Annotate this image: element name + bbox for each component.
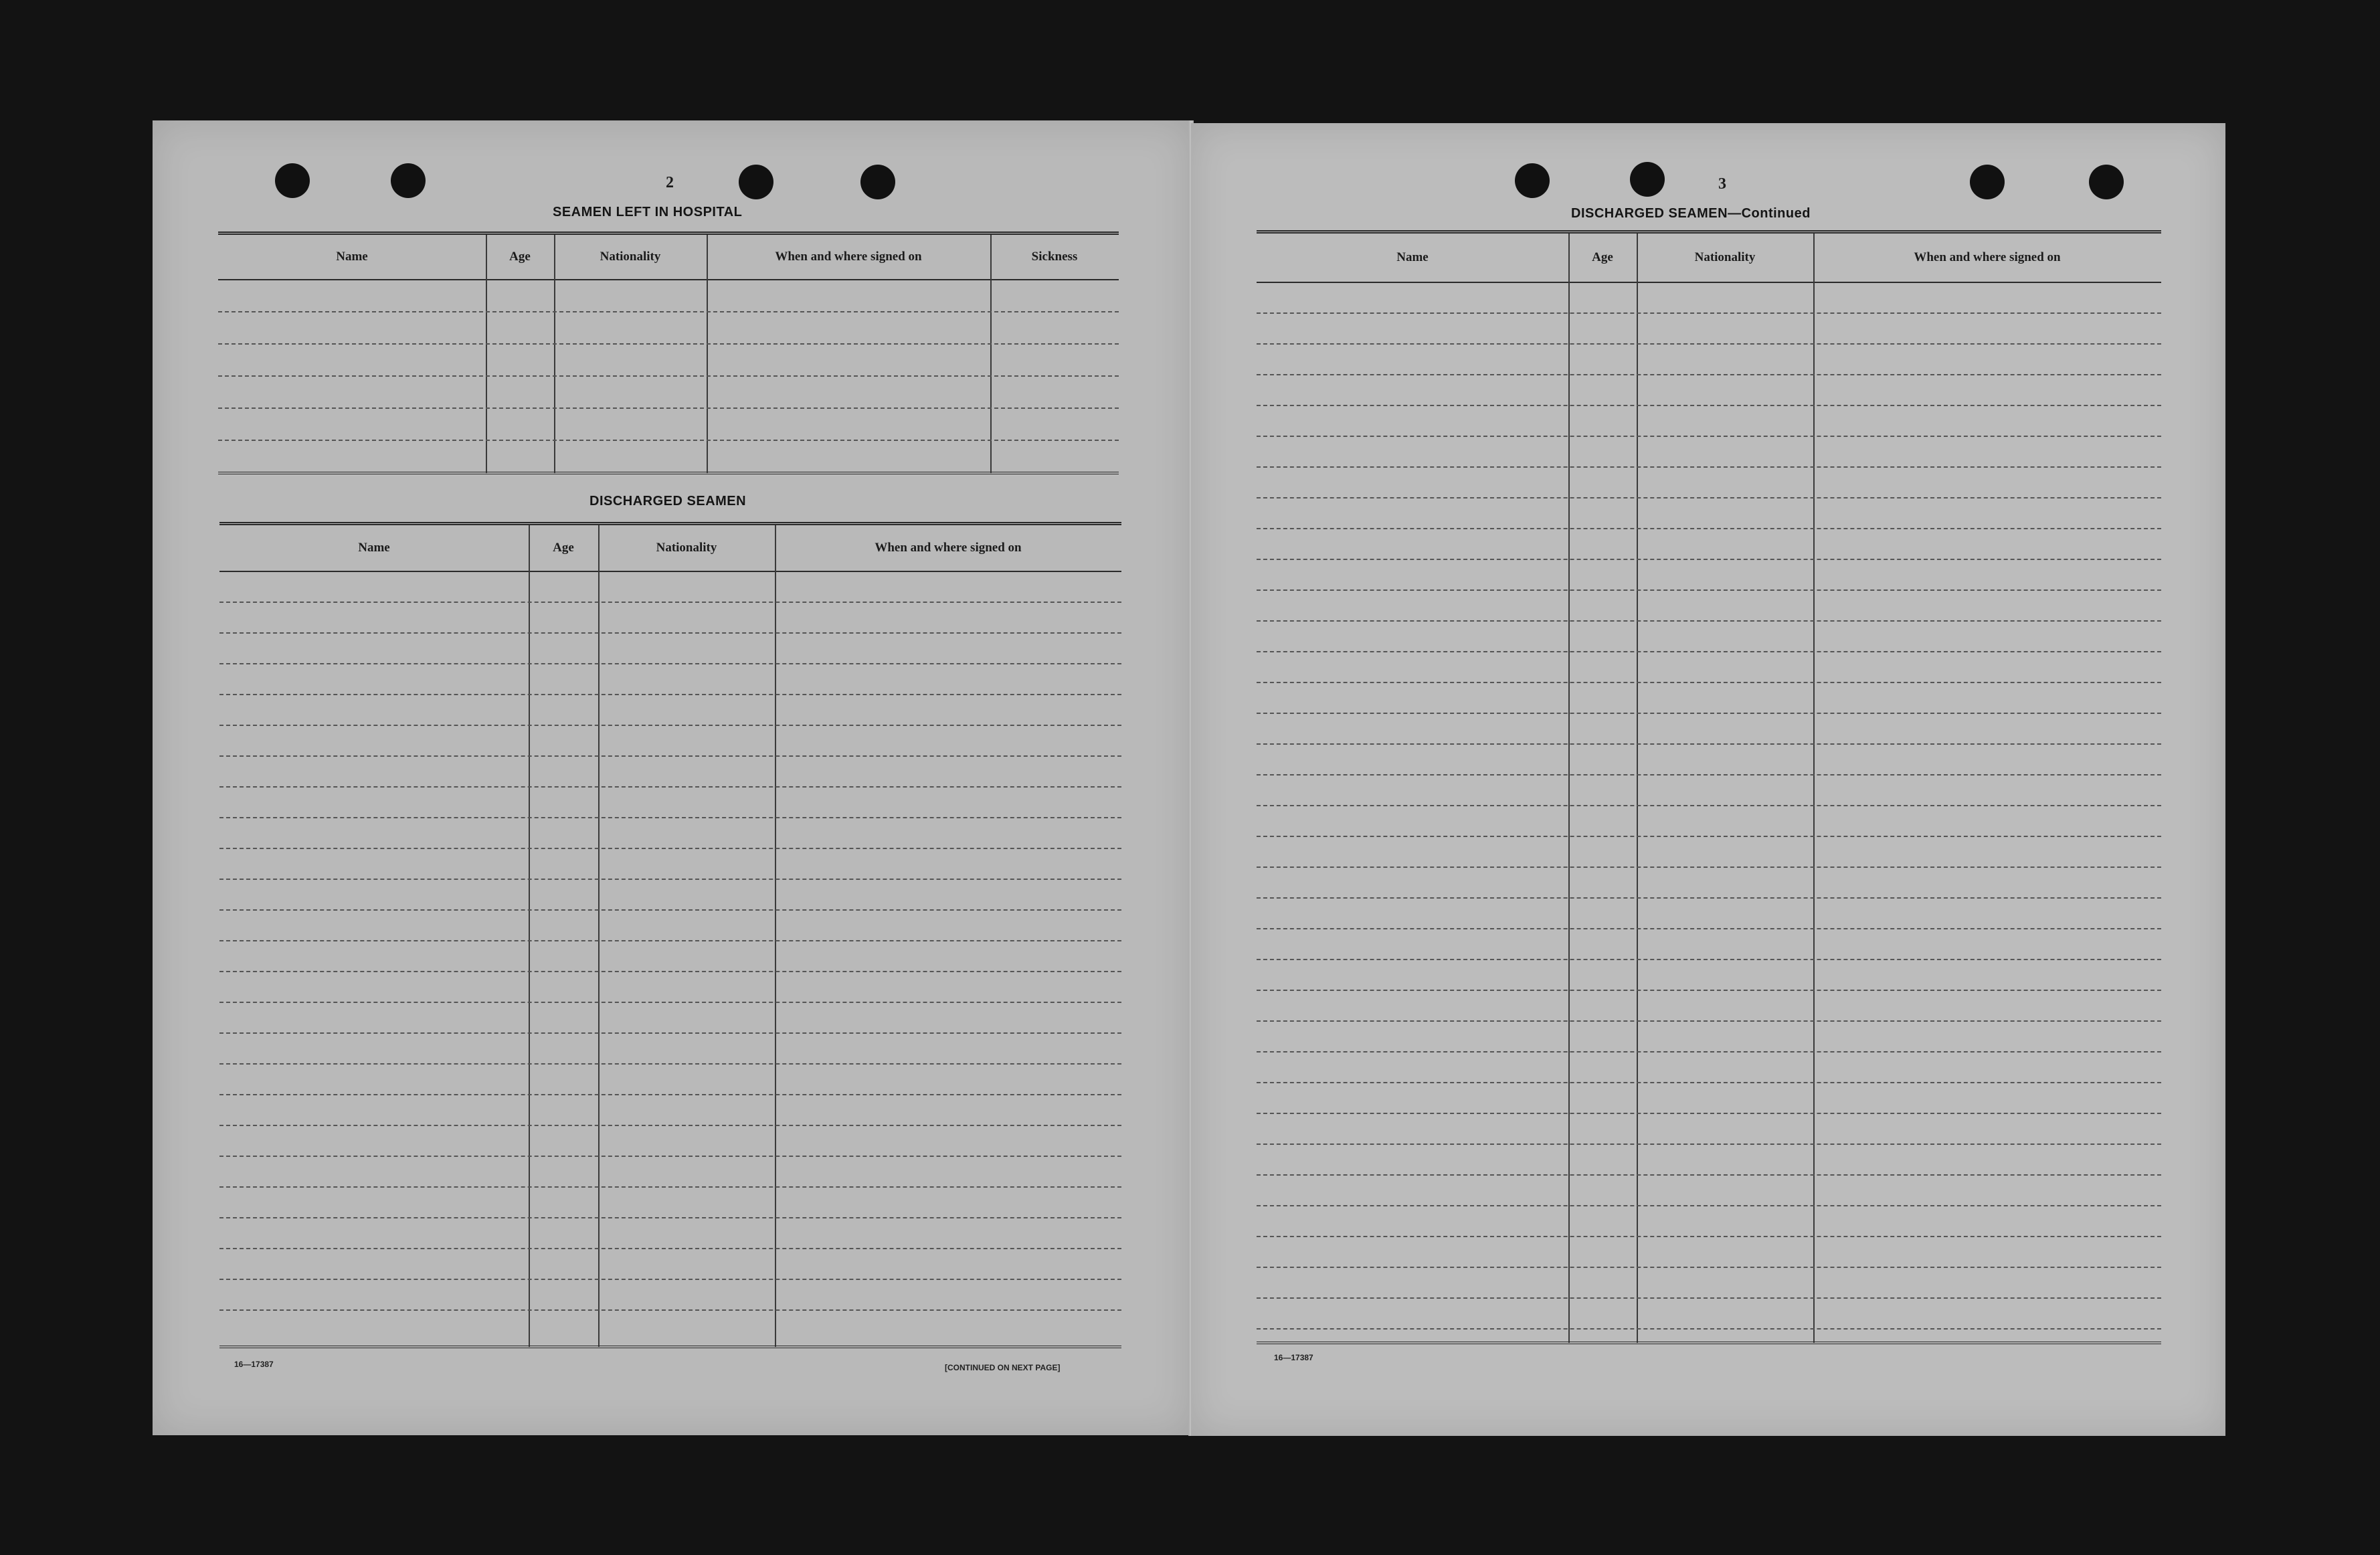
page-number: 3	[1718, 175, 1726, 193]
discharged-table	[219, 522, 1121, 1352]
table-row	[219, 755, 1121, 757]
discharged-section-title: DISCHARGED SEAMEN	[589, 494, 747, 509]
column-divider	[486, 235, 487, 473]
table-row	[219, 1002, 1121, 1003]
table-row	[219, 1125, 1121, 1126]
table-row	[1257, 1144, 2161, 1145]
col-nationality-header: Nationality	[600, 250, 661, 264]
table-row	[218, 343, 1119, 345]
punch-hole	[1515, 163, 1550, 198]
page-number: 2	[666, 174, 674, 191]
table-row	[1257, 589, 2161, 591]
hospital-table-header	[218, 235, 1119, 280]
table-row	[219, 725, 1121, 726]
col-signed-on-header: When and where signed on	[875, 541, 1022, 555]
table-row	[219, 909, 1121, 911]
col-signed-on-header: When and where signed on	[775, 250, 922, 264]
column-divider	[529, 525, 530, 1347]
table-row	[1257, 805, 2161, 806]
table-row	[219, 1279, 1121, 1280]
column-divider	[1568, 234, 1570, 1343]
col-signed-on-header: When and where signed on	[1914, 250, 2061, 264]
hospital-section-title: SEAMEN LEFT IN HOSPITAL	[553, 205, 743, 219]
table-row	[219, 663, 1121, 664]
column-divider	[775, 525, 776, 1347]
column-divider	[1637, 234, 1638, 1343]
col-age-header: Age	[509, 250, 531, 264]
table-row	[219, 632, 1121, 634]
table-row	[219, 786, 1121, 788]
table-row	[219, 1186, 1121, 1188]
discharged-continued-title: DISCHARGED SEAMEN—Continued	[1571, 206, 1811, 221]
table-row	[219, 1032, 1121, 1034]
table-row	[219, 971, 1121, 972]
hospital-table	[218, 232, 1119, 477]
punch-hole	[275, 163, 310, 198]
table-row	[1257, 1267, 2161, 1268]
punch-hole	[2089, 165, 2124, 199]
discharged-continued-table	[1257, 230, 2161, 1358]
table-row	[1257, 990, 2161, 991]
form-number: 16—17387	[1274, 1353, 1313, 1362]
column-divider	[554, 235, 555, 473]
table-row	[1257, 1020, 2161, 1022]
table-row	[1257, 866, 2161, 868]
table-row	[219, 1309, 1121, 1311]
table-row	[1257, 928, 2161, 929]
column-divider	[707, 235, 708, 473]
table-row	[1257, 1082, 2161, 1083]
table-row	[1257, 405, 2161, 406]
table-row	[218, 407, 1119, 409]
punch-hole	[391, 163, 426, 198]
table-row	[1257, 343, 2161, 345]
table-row	[1257, 836, 2161, 837]
table-row	[1257, 1236, 2161, 1237]
table-row	[1257, 497, 2161, 498]
table-row	[1257, 1297, 2161, 1299]
column-divider	[990, 235, 992, 473]
table-row	[1257, 528, 2161, 529]
right-page	[1191, 123, 2225, 1436]
table-row	[1257, 436, 2161, 437]
table-row	[219, 1156, 1121, 1157]
table-row	[1257, 651, 2161, 652]
table-row	[1257, 1328, 2161, 1330]
table-row	[1257, 713, 2161, 714]
continued-note: [CONTINUED ON NEXT PAGE]	[945, 1363, 1061, 1372]
table-row	[219, 1248, 1121, 1249]
table-row	[219, 602, 1121, 603]
col-sickness-header: Sickness	[1031, 250, 1078, 264]
punch-hole	[1970, 165, 2005, 199]
col-name-header: Name	[1396, 250, 1429, 264]
table-row	[219, 879, 1121, 880]
col-age-header: Age	[553, 541, 574, 555]
table-row	[1257, 374, 2161, 375]
col-name-header: Name	[358, 541, 390, 555]
discharged-table-header	[219, 525, 1121, 572]
table-bottom-rule	[1257, 1342, 2161, 1344]
punch-hole	[860, 165, 895, 199]
table-row	[1257, 1113, 2161, 1114]
table-row	[219, 848, 1121, 849]
left-page	[153, 120, 1191, 1435]
form-number: 16—17387	[234, 1360, 274, 1369]
column-divider	[598, 525, 600, 1347]
table-row	[1257, 1174, 2161, 1176]
table-row	[218, 375, 1119, 377]
table-row	[1257, 682, 2161, 683]
table-row	[219, 1063, 1121, 1065]
table-row	[1257, 1205, 2161, 1206]
table-row	[219, 1217, 1121, 1218]
column-divider	[1813, 234, 1815, 1343]
punch-hole	[1630, 162, 1665, 197]
table-row	[1257, 897, 2161, 899]
col-nationality-header: Nationality	[1694, 250, 1756, 264]
table-bottom-rule	[219, 1346, 1121, 1348]
table-row	[1257, 774, 2161, 775]
col-age-header: Age	[1592, 250, 1613, 264]
col-name-header: Name	[336, 250, 368, 264]
table-row	[219, 694, 1121, 695]
table-row	[219, 1094, 1121, 1095]
table-row	[1257, 620, 2161, 622]
table-row	[1257, 466, 2161, 468]
table-row	[218, 440, 1119, 441]
table-row	[1257, 743, 2161, 745]
table-row	[1257, 959, 2161, 960]
table-row	[219, 817, 1121, 818]
discharged-continued-header	[1257, 234, 2161, 283]
table-row	[1257, 1051, 2161, 1053]
col-nationality-header: Nationality	[656, 541, 717, 555]
table-row	[1257, 312, 2161, 314]
punch-hole	[739, 165, 773, 199]
table-row	[218, 311, 1119, 312]
table-row	[219, 940, 1121, 941]
table-bottom-rule	[218, 472, 1119, 474]
table-row	[1257, 559, 2161, 560]
